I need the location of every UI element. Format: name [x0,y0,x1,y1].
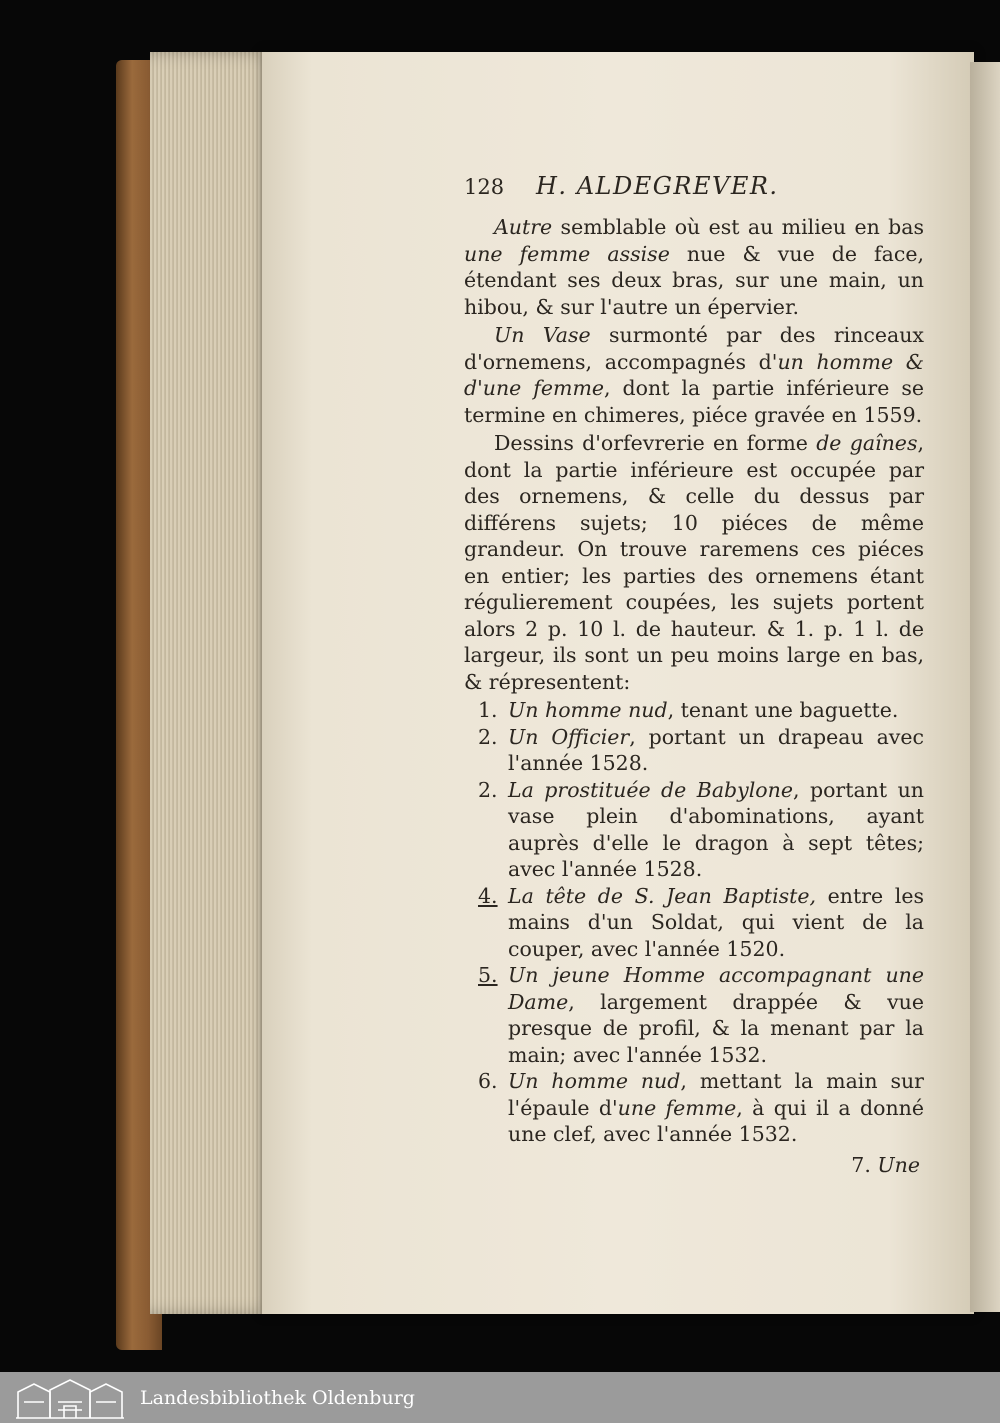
item-list [464,697,924,1148]
italic-text: un homme & d'une femme [464,349,924,400]
italic-text: une femme [617,1095,737,1120]
catchword-number: 7. [851,1152,871,1177]
item-number: 1. [478,698,498,722]
text-run: surmonté par des rinceaux d'ornemens, accompagnés d' [464,323,924,374]
item-number: 2. [478,724,498,749]
italic-text: Un Officier [508,724,630,749]
page-text-block [464,172,924,1178]
catchword-word: Une [877,1152,920,1177]
italic-text: une femme assise [464,241,670,266]
text-run: , dont la partie inférieure est occupée par des ornemens, & celle du dessus par différens sujets; 10 piéces de même grandeur. On trouve raremens ces piéces en entier; les parties des ornemens étant régulierement coupées, les sujets portent alors 2 p. 10 l. de hauteur. & 1. p. 1 l. de largeur, ils sont un peu moins large en bas, & répresentent: [464,431,924,694]
item-number: 6. [478,1069,498,1093]
text-run: entre les mains d'un Soldat, qui vient de la couper, avec l'année 1520. [508,883,924,961]
paragraph [464,430,924,695]
item-number: 5. [478,963,498,987]
text-run: , dont la partie inférieure se termine en chimeres, piéce gravée en 1559. [464,376,924,427]
italic-text: de gaînes [816,431,918,455]
italic-text: La tête de S. Jean Baptiste, [508,883,817,908]
text-run: , à qui il a donné une clef, avec l'année 1532. [508,1095,924,1146]
item-text [508,962,924,1068]
item-text [508,1068,924,1148]
book-page [262,52,974,1314]
paragraph [464,322,924,428]
italic-text: Un Vase [494,323,591,347]
paragraph [464,214,924,320]
running-head: H. ALDEGREVER. [536,172,779,200]
text-run: , portant un drapeau avec l'année 1528. [508,724,924,775]
facing-page-edge [970,62,1000,1312]
item-text [508,883,924,963]
text-run: , tenant une baguette. [667,698,899,722]
library-footer [0,1372,1000,1423]
item-text [508,724,924,777]
text-run: Dessins d'orfevrerie en forme [494,431,817,455]
item-text [508,777,924,883]
italic-text: Un homme nud [508,698,668,722]
page-number: 128 [464,175,505,199]
item-number: 4. [478,883,498,908]
text-run: semblable où est au milieu en bas [552,215,924,239]
italic-text: Un jeune Homme accompagnant une Dame [508,963,924,1014]
text-run: , largement drappée & vue presque de profil, & la menant par la main; avec l'année 1532. [508,989,924,1067]
list-item [464,777,924,883]
italic-text: Autre [494,215,553,239]
library-building-icon [14,1376,126,1420]
text-run: , portant un vase plein d'abominations, ayant auprès d'elle le dragon à sept têtes; avec l'année 1528. [508,777,924,881]
italic-text: Un homme nud [508,1069,681,1093]
page-header [464,172,924,214]
item-text [508,697,924,724]
text-run: , mettant la main sur l'épaule d' [508,1069,924,1120]
item-number: 2. [478,777,498,802]
list-item [464,962,924,1068]
list-item [464,724,924,777]
list-item [464,697,924,724]
list-item [464,883,924,963]
library-name: Landesbibliothek Oldenburg [140,1386,415,1409]
intro-paragraphs [464,214,924,695]
list-item [464,1068,924,1148]
text-run: nue & vue de face, étendant ses deux bras, sur une main, un hibou, & sur l'autre un épervier. [464,241,924,319]
italic-text: La prostituée de Babylone [508,777,793,802]
catchword [464,1152,924,1179]
